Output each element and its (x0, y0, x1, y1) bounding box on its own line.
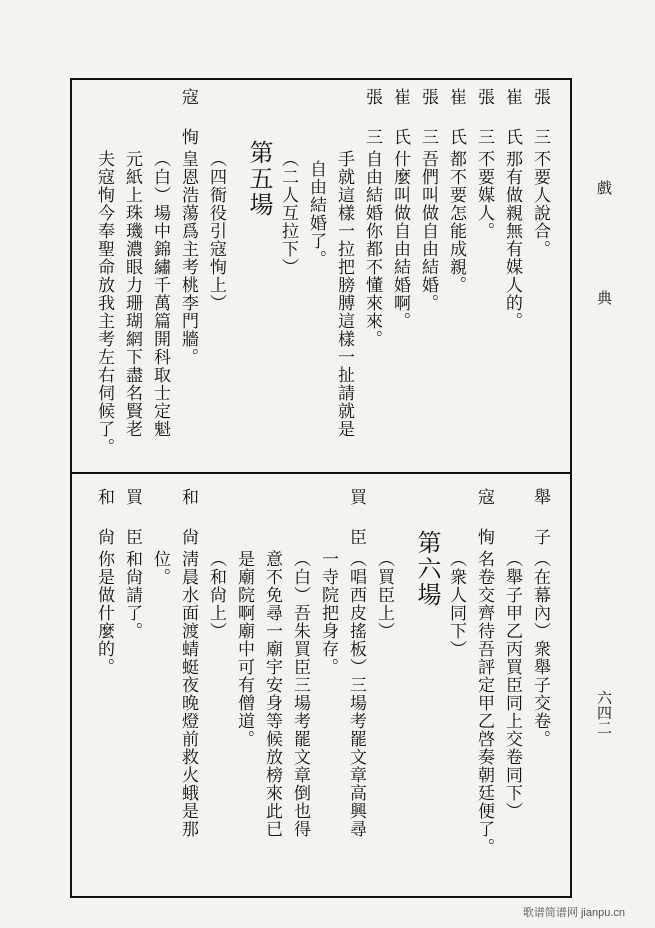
scene-title: 第六場 (413, 530, 441, 608)
dialogue-line: 不要媒人。 (474, 150, 494, 240)
speaker-name-2: 三 (530, 128, 550, 146)
speaker-name-2: 氏 (390, 128, 410, 146)
dialogue-line: 夫寇恂今奉聖命放我主考左右伺候了。 (94, 150, 114, 456)
speaker-name-2: 尙 (94, 528, 114, 546)
book-title: 戲 (595, 180, 613, 195)
dialogue-line: 手就這樣一拉把膀膊這樣一扯請就是 (334, 150, 354, 438)
speaker-name: 和 (94, 488, 114, 506)
dialogue-line: 和尙請了。 (122, 550, 142, 640)
stage-direction: （二人互拉下） (278, 150, 298, 276)
speaker-name: 張 (362, 88, 382, 106)
watermark: 歌谱简谱网 jianpu.cn (522, 907, 625, 919)
dialogue-line: 皇恩浩蕩爲主考桃李門牆。 (178, 150, 198, 366)
dialogue-line: 淸晨水面渡蜻蜓夜晚燈前救火蛾是那 (178, 550, 198, 838)
speaker-name-2: 恂 (474, 528, 494, 546)
speaker-name-2: 恂 (178, 128, 198, 146)
speaker-name-2: 臣 (122, 528, 142, 546)
page-number: 六四二 (595, 690, 613, 735)
speaker-name: 和 (178, 488, 198, 506)
section-divider (70, 472, 572, 474)
speaker-name-2: 尙 (178, 528, 198, 546)
speaker-name: 張 (474, 88, 494, 106)
dialogue-line: 都不要怎能成親。 (446, 150, 466, 294)
speaker-name-2: 三 (474, 128, 494, 146)
speaker-name: 買 (346, 488, 366, 506)
speaker-name: 舉 (530, 488, 550, 506)
speaker-name: 寇 (178, 88, 198, 106)
dialogue-line: 名卷交齊待吾評定甲乙啓奏朝廷便了。 (474, 550, 494, 856)
speaker-name-2: 臣 (346, 528, 366, 546)
book-title-2: 典 (595, 290, 613, 305)
speaker-name: 崔 (446, 88, 466, 106)
dialogue-line: 一寺院把身存。 (318, 550, 338, 676)
dialogue-line: 不要人說合。 (530, 150, 550, 258)
dialogue-line: （在幕內）衆舉子交卷。 (530, 550, 550, 748)
stage-direction: （四衙役引寇恂上） (206, 150, 226, 312)
stage-direction: （衆人同下） (446, 550, 466, 658)
dialogue-line: 自由結婚你都不懂來來。 (362, 150, 382, 348)
stage-direction: （舉子甲乙丙買臣同上交卷同下） (502, 550, 522, 820)
dialogue-line: 是廟院啊廟中可有僧道。 (234, 550, 254, 748)
speaker-name-2: 氏 (446, 128, 466, 146)
speaker-name-2: 氏 (502, 128, 522, 146)
dialogue-line: 什麼叫做自由結婚啊。 (390, 150, 410, 330)
dialogue-line: （白）場中錦繡千萬篇開科取士定魁 (150, 150, 170, 438)
speaker-name-2: 子 (530, 528, 550, 546)
dialogue-line: （唱西皮搖板）三場考罷文章高興尋 (346, 550, 366, 838)
speaker-name: 買 (122, 488, 142, 506)
speaker-name: 崔 (390, 88, 410, 106)
dialogue-line: 你是做什麼的。 (94, 550, 114, 676)
dialogue-line: 那有做親無有媒人的。 (502, 150, 522, 330)
speaker-name-2: 三 (362, 128, 382, 146)
speaker-name: 寇 (474, 488, 494, 506)
speaker-name: 張 (418, 88, 438, 106)
dialogue-line: 吾們叫做自由結婚。 (418, 150, 438, 312)
scene-title: 第五場 (245, 140, 273, 218)
dialogue-line: 位。 (150, 550, 170, 586)
dialogue-line: （白）吾朱買臣三場考罷文章倒也得 (290, 550, 310, 838)
speaker-name-2: 三 (418, 128, 438, 146)
speaker-name: 張 (530, 88, 550, 106)
speaker-name: 崔 (502, 88, 522, 106)
dialogue-line: （和尙上） (206, 550, 226, 640)
dialogue-line: 自由結婚了。 (306, 160, 326, 268)
dialogue-line: （買臣上） (374, 550, 394, 640)
dialogue-line: 意不免尋一廟宇安身等候放榜來此已 (262, 550, 282, 838)
dialogue-line: 元紙上珠璣濃眼力珊瑚網下盡名賢老 (122, 150, 142, 438)
